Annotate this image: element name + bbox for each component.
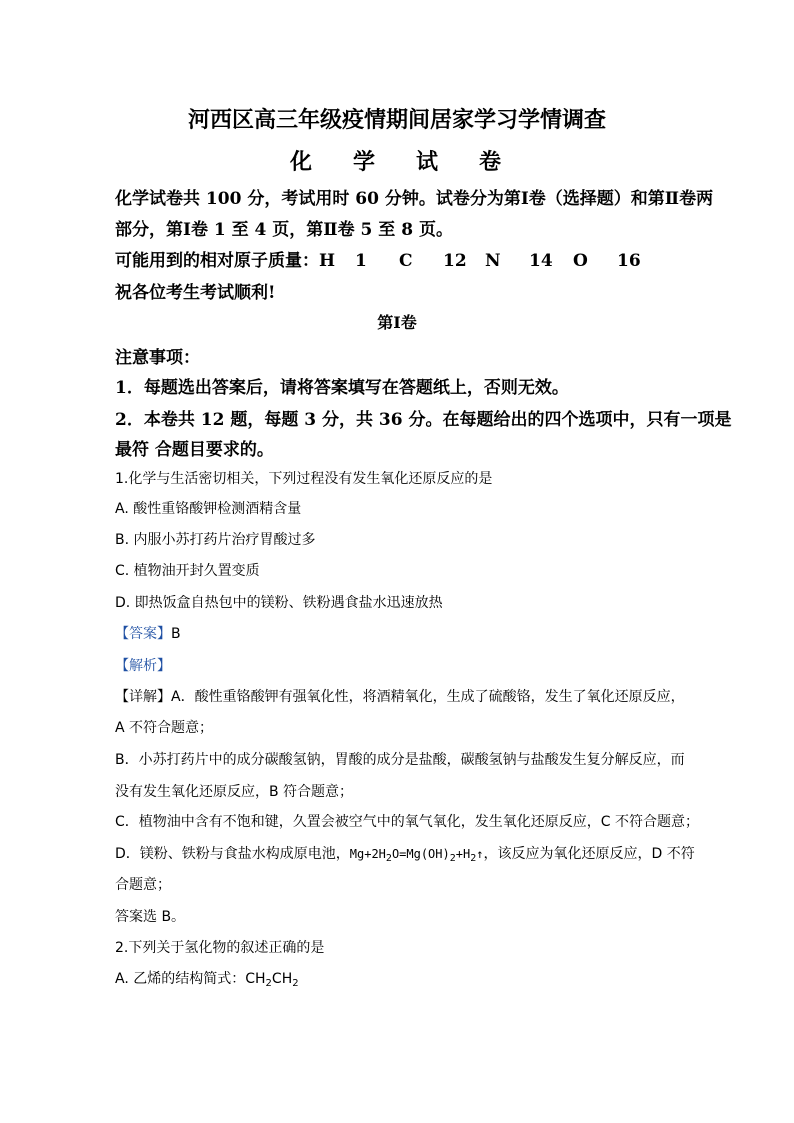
notes-heading: 注意事项： (115, 348, 200, 368)
note-2-line-1: 2．本卷共 12 题，每题 3 分，共 36 分。在每题给出的四个选项中，只有一项是 (115, 410, 732, 430)
element-symbol: O (573, 251, 588, 271)
answer-value: B (171, 626, 181, 642)
note-1: 1．每题选出答案后，请将答案填写在答题纸上，否则无效。 (115, 378, 569, 398)
subtitle-char: 化 (290, 149, 313, 175)
exam-subtitle (290, 145, 501, 176)
explanation-d-text: D．镁粉、铁粉与食盐水构成原电池， (115, 846, 350, 862)
subtitle-char: 学 (353, 149, 376, 175)
element-mass: 16 (617, 251, 641, 271)
explanation-b-line-2: 没有发生氧化还原反应，B 符合题意； (115, 784, 354, 800)
element-symbol: N (485, 251, 501, 271)
atomic-mass-line (115, 246, 641, 271)
section-title: 第Ⅰ卷 (377, 313, 417, 332)
analysis-label: 【解析】 (115, 658, 171, 674)
subtitle-char: 卷 (479, 149, 502, 175)
atomic-mass-label: 可能用到的相对原子质量： (115, 251, 319, 271)
explanation-d-line-1 (115, 843, 695, 863)
question-1-option-a: A. 酸性重铬酸钾检测酒精含量 (115, 501, 302, 517)
element-mass: 1 (355, 251, 367, 271)
question-1-option-c: C. 植物油开封久置变质 (115, 563, 260, 579)
detail-label: 【详解】 (115, 689, 171, 705)
question-1-option-b: B. 内服小苏打药片治疗胃酸过多 (115, 532, 316, 548)
reaction-equation: $Mg+2H_2O=Mg(OH)_2+H_2↑$ (349, 847, 484, 864)
exam-title: 河西区高三年级疫情期间居家学习学情调查 (187, 107, 606, 133)
explanation-a-line-2: A 不符合题意； (115, 720, 214, 736)
explanation-a-line-1 (115, 686, 685, 706)
explanation-b-line-1: B．小苏打药片中的成分碳酸氢钠，胃酸的成分是盐酸，碳酸氢钠与盐酸发生复分解反应，而 (115, 752, 685, 768)
question-2-stem: 2.下列关于氢化物的叙述正确的是 (115, 940, 325, 956)
answer-conclusion: 答案选 B。 (115, 909, 186, 925)
question-1-stem: 1.化学与生活密切相关，下列过程没有发生氧化还原反应的是 (115, 471, 493, 487)
explanation-c-line-1: C．植物油中含有不饱和键，久置会被空气中的氧气氧化，发生氧化还原反应，C 不符合题意； (115, 814, 699, 830)
explanation-d-text-post: ，该反应为氧化还原反应，D 不符 (483, 846, 695, 862)
intro-line-2: 部分，第Ⅰ卷 1 至 4 页，第Ⅱ卷 5 至 8 页。 (115, 220, 453, 240)
answer-label: 【答案】 (115, 626, 171, 642)
element-symbol: H (319, 251, 336, 271)
note-2-line-2: 最符 合题目要求的。 (115, 440, 274, 460)
explanation-d-line-2: 合题意； (115, 877, 171, 893)
good-luck-line: 祝各位考生考试顺利! (115, 283, 276, 303)
intro-line-1: 化学试卷共 100 分，考试用时 60 分钟。试卷分为第Ⅰ卷（选择题）和第Ⅱ卷两 (115, 189, 714, 209)
question-2-option-a: A. 乙烯的结构简式：$CH_2CH_2$ (115, 971, 299, 989)
element-mass: 14 (529, 251, 553, 271)
explanation-a-text: A．酸性重铬酸钾有强氧化性，将酒精氧化，生成了硫酸铬，发生了氧化还原反应， (171, 689, 685, 705)
subtitle-char: 试 (416, 149, 439, 175)
element-symbol: C (399, 251, 413, 271)
element-mass: 12 (443, 251, 467, 271)
question-1-option-d: D. 即热饭盒自热包中的镁粉、铁粉遇食盐水迅速放热 (115, 595, 443, 611)
answer-line (115, 623, 181, 643)
